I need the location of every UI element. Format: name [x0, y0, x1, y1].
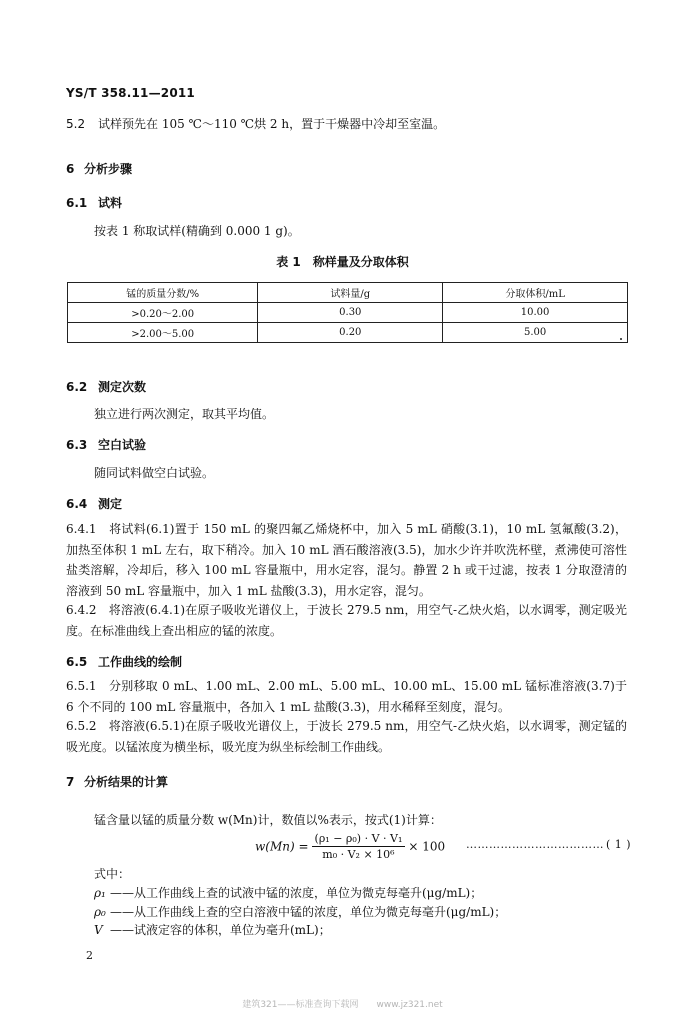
section-6-3-heading — [66, 436, 146, 453]
table-header: 锰的质量分数/% — [68, 283, 258, 303]
section-6-5-heading — [66, 653, 182, 670]
scan-speck — [620, 338, 622, 340]
formula-leader — [466, 838, 631, 851]
footer-watermark: 建筑321——标准查询下载网 www.jz321.net — [242, 1000, 443, 1010]
section-title: 分析步骤 — [84, 162, 133, 176]
section-title: 空白试验 — [98, 438, 147, 452]
variable-item — [94, 884, 506, 903]
formula-dots: ……………………………… — [466, 838, 604, 851]
page-number: 2 — [86, 949, 93, 962]
section-6-2-text: 独立进行两次测定，取其平均值。 — [94, 407, 275, 421]
table-header: 分取体积/mL — [443, 283, 628, 303]
variable-symbol: V — [94, 923, 103, 937]
section-number: 6.1 — [66, 196, 88, 210]
formula-number: ( 1 ) — [606, 838, 632, 851]
table-cell: >2.00～5.00 — [68, 323, 258, 343]
table-row — [68, 303, 628, 323]
section-title: 试料 — [98, 196, 123, 210]
variable-item — [94, 903, 506, 922]
section-number: 6.2 — [66, 380, 88, 394]
where-label: 式中： — [94, 867, 131, 881]
section-7-intro: 锰含量以锰的质量分数 w(Mn)计，数值以%表示，按式(1)计算： — [94, 813, 442, 827]
section-number: 6 — [66, 162, 75, 176]
variable-symbol: ρ₀ — [94, 904, 106, 919]
standard-number: YS/T 358.11—2011 — [66, 86, 195, 100]
clause-6-4-2: 6.4.2 将溶液(6.4.1)在原子吸收光谱仪上，于波长 279.5 nm，用空气-乙炔火焰，以水调零，测定吸光度。在标准曲线上查出相应的锰的浓度。 — [66, 603, 627, 638]
section-number: 6.4 — [66, 497, 88, 511]
variable-description: ——试液定容的体积，单位为毫升(mL)； — [110, 923, 331, 937]
table-cell: 10.00 — [443, 303, 628, 323]
section-title: 测定 — [98, 497, 123, 511]
table-header: 试料量/g — [258, 283, 443, 303]
clause-6-4-1: 6.4.1 将试料(6.1)置于 150 mL 的聚四氟乙烯烧杯中，加入 5 mL 硝酸(3.1)，10 mL 氢氟酸(3.2)，加热至体积 1 mL 左右，取下稍冷。加入 10 mL 酒石酸溶液(3.5)，加水少许并吹洗杯壁，煮沸使可溶性盐类溶解，冷却后，移入 100 mL 容量瓶中，用水定容，混匀。静置 2 h 或干过滤，按表 1 分取澄清的溶液到 50 mL 容量瓶中，加入 1 mL 盐酸(3.3)，用水定容，混匀。 — [66, 522, 627, 598]
section-6-2-heading — [66, 378, 146, 395]
section-number: 7 — [66, 775, 75, 789]
formula-fraction — [312, 832, 406, 861]
variable-symbol: ρ₁ — [94, 886, 106, 900]
formula-numerator: (ρ₁ − ρ₀) · V · V₁ — [312, 832, 406, 847]
formula-lhs: w(Mn) = — [255, 839, 309, 854]
section-6-heading — [66, 160, 132, 177]
variable-description: ——从工作曲线上查的试液中锰的浓度，单位为微克每毫升(μg/mL)； — [110, 886, 483, 900]
formula-denominator: m₀ · V₂ × 10⁶ — [322, 848, 395, 861]
variable-item — [94, 921, 506, 940]
variable-description: ——从工作曲线上查的空白溶液中锰的浓度，单位为微克每毫升(μg/mL)； — [110, 904, 507, 919]
table-cell: 0.30 — [258, 303, 443, 323]
table-cell: >0.20～2.00 — [68, 303, 258, 323]
section-6-1-heading — [66, 194, 122, 211]
section-title: 分析结果的计算 — [84, 775, 169, 789]
section-6-4-heading — [66, 495, 122, 512]
clause-number: 5.2 — [66, 117, 86, 131]
formula-1 — [255, 832, 445, 861]
clause-6-5-1: 6.5.1 分别移取 0 mL、1.00 mL、2.00 mL、5.00 mL、10.00 mL、15.00 mL 锰标准溶液(3.7)于 6 个不同的 100 mL 容量瓶中，各加入 1 mL 盐酸(3.3)，用水稀释至刻度，混匀。 — [66, 679, 627, 714]
section-number: 6.5 — [66, 655, 88, 669]
table-cell: 5.00 — [443, 323, 628, 343]
section-number: 6.3 — [66, 438, 88, 452]
section-title: 工作曲线的绘制 — [98, 655, 183, 669]
table-title: 表 1 称样量及分取体积 — [276, 255, 409, 269]
clause-text: 试样预先在 105 ℃～110 ℃烘 2 h，置于干燥器中冷却至室温。 — [98, 117, 446, 131]
table-header-row — [68, 283, 628, 303]
clause-6-5-2: 6.5.2 将溶液(6.5.1)在原子吸收光谱仪上，于波长 279.5 nm，用空气-乙炔火焰，以水调零，测定锰的吸光度。以锰浓度为横坐标，吸光度为纵坐标绘制工作曲线。 — [66, 719, 627, 754]
section-7-heading — [66, 773, 168, 790]
clause-5-2 — [66, 114, 445, 135]
section-6-3-text: 随同试料做空白试验。 — [94, 466, 215, 480]
section-title: 测定次数 — [98, 380, 147, 394]
section-6-1-text: 按表 1 称取试样(精确到 0.000 1 g)。 — [94, 224, 300, 238]
table-cell: 0.20 — [258, 323, 443, 343]
variable-list — [94, 884, 506, 940]
formula-rhs: × 100 — [408, 839, 446, 854]
sample-table — [67, 282, 628, 343]
table-row — [68, 323, 628, 343]
